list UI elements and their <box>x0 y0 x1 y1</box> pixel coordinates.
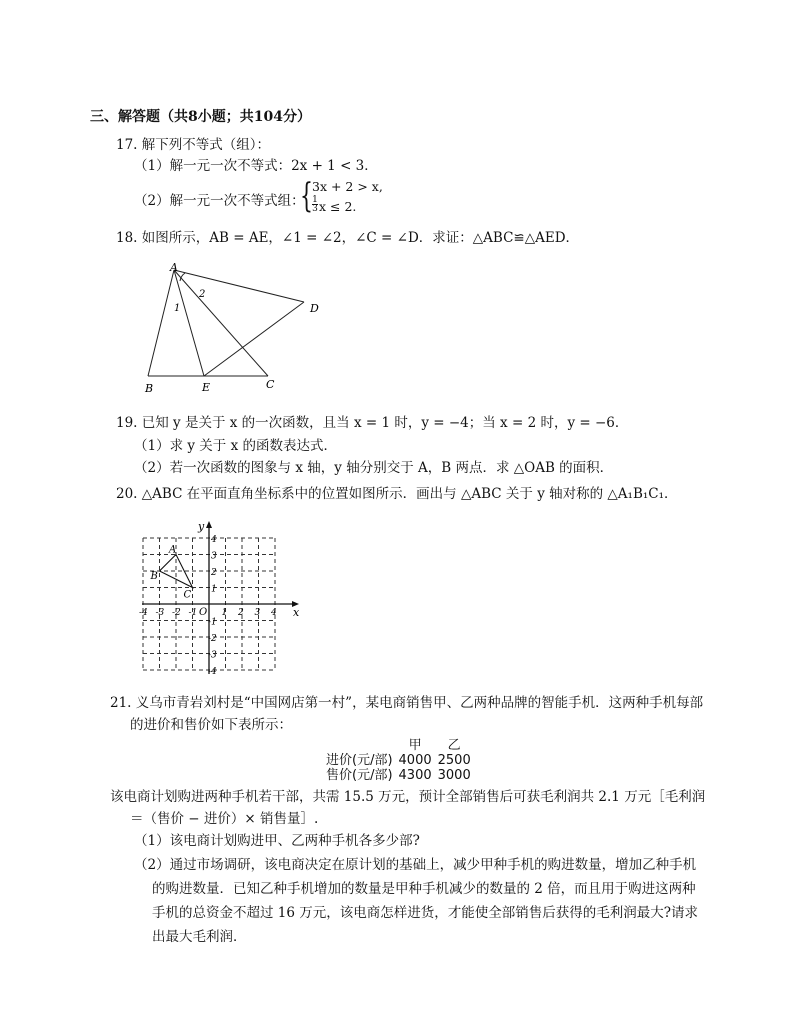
x-tick-label: -3 <box>155 608 165 618</box>
q20-stem: 20. △ABC 在平面直角坐标系中的位置如图所示．画出与 △ABC 关于 y 轴对称的 △A₁B₁C₁． <box>116 486 678 502</box>
q21-stem-line1: 21. 义乌市青岩刘村是“中国网店第一村”，某电商销售甲、乙两种品牌的智能手机．这两种手机每部 <box>110 695 704 711</box>
q21-part2-line4: 出最大毛利润． <box>152 929 247 945</box>
y-tick-label: 2 <box>211 568 217 578</box>
q20-label-B: B <box>150 571 158 582</box>
q17-stem: 17. 解下列不等式（组）： <box>116 137 271 153</box>
q20-y-label: y <box>198 520 205 533</box>
y-tick-label: -4 <box>208 667 217 677</box>
q17-fraction <box>312 196 318 213</box>
table-cell: 4000 <box>398 753 432 768</box>
q21-text-line2: ＝（售价 − 进价）× 销售量］. <box>130 811 319 827</box>
y-tick-label: 4 <box>211 535 217 545</box>
q17-fraction-num: 1 <box>312 195 318 205</box>
x-tick-label: 4 <box>271 608 277 618</box>
x-tick-label: -4 <box>139 608 148 618</box>
section-title: 三、解答题（共8小题；共104分） <box>90 109 311 125</box>
y-tick-label: 3 <box>211 551 217 562</box>
y-tick-label: -3 <box>208 650 217 661</box>
y-tick-label: 1 <box>211 584 217 595</box>
q17-system-line1: 3x + 2 > x, <box>312 179 383 194</box>
x-tick-label: 3 <box>254 608 261 618</box>
q18-label-A: A <box>170 261 178 274</box>
q20-label-A: A <box>169 544 177 556</box>
q20-coordinate-grid <box>140 518 305 678</box>
q17-part2-label: （2）解一元一次不等式组： <box>134 193 305 209</box>
q21-part2-line2: 的购进数量．已知乙种手机增加的数量是甲种手机减少的数量的 2 倍，而且用于购进这两种 <box>152 881 696 897</box>
q18-label-E: E <box>202 381 211 394</box>
q21-stem-line2: 的进价和售价如下表所示： <box>130 717 292 733</box>
table-row <box>326 768 477 783</box>
q18-line-AE <box>174 270 204 376</box>
y-tick-label: -2 <box>208 634 217 644</box>
table-header-cell: 甲 <box>408 738 422 753</box>
q19-stem: 19. 已知 y 是关于 x 的一次函数，且当 x = 1 时，y = −4；当 x = 2 时，y = −6． <box>116 415 629 431</box>
table-row <box>326 753 477 768</box>
q21-part2-line1: （2）通过市场调研，该电商决定在原计划的基础上，减少甲种手机的购进数量，增加乙种手机 <box>134 857 697 873</box>
table-header-cell <box>326 738 399 753</box>
q20-x-label: x <box>293 606 300 619</box>
x-tick-label: 2 <box>238 608 244 618</box>
q21-price-table <box>326 738 477 783</box>
q18-label-B: B <box>145 382 154 395</box>
q18-label-D: D <box>310 302 319 315</box>
q19-part1: （1）求 y 关于 x 的函数表达式． <box>134 438 337 454</box>
table-cell: 4300 <box>398 768 432 783</box>
q21-text-line1: 该电商计划购进两种手机若干部，共需 15.5 万元，预计全部销售后可获毛利润共 2.1 万元［毛利润 <box>110 789 706 805</box>
q17-system-brace: { <box>300 176 313 216</box>
q18-triangle-figure <box>140 258 330 398</box>
q21-part1: （1）该电商计划购进甲、乙两种手机各多少部? <box>134 833 420 849</box>
table-header-row <box>326 738 477 753</box>
table-cell: 进价(元/部) <box>326 753 393 768</box>
q21-part2-line3: 手机的总资金不超过 16 万元，该电商怎样进货，才能使全部销售后获得的毛利润最大?请求 <box>152 905 698 921</box>
table-cell: 2500 <box>437 753 471 768</box>
x-tick-label: -2 <box>172 608 181 618</box>
q19-part2: （2）若一次函数的图象与 x 轴，y 轴分别交于 A，B 两点．求 △OAB 的面积． <box>134 460 614 476</box>
q20-y-arrow-icon <box>206 521 212 528</box>
q20-label-C: C <box>183 589 192 601</box>
x-tick-label: -1 <box>188 608 198 618</box>
y-tick-label: -1 <box>208 617 217 628</box>
x-tick-label: 1 <box>221 608 228 618</box>
q17-fraction-den: 3 <box>312 204 318 214</box>
table-header-cell: 乙 <box>447 738 461 753</box>
q18-line-AC <box>174 270 268 376</box>
q18-label-angle1: 1 <box>174 303 181 314</box>
q18-line-AD <box>174 270 304 302</box>
table-cell: 3000 <box>437 768 471 783</box>
q18-line-AB <box>148 270 174 376</box>
q17-system-line2: x ≤ 2. <box>319 199 357 214</box>
q20-origin-label: O <box>199 607 208 618</box>
q18-line-DE <box>204 302 304 376</box>
q18-stem: 18. 如图所示，AB = AE，∠1 = ∠2，∠C = ∠D．求证：△ABC≌△AED． <box>116 230 580 246</box>
q18-label-C: C <box>266 378 275 391</box>
q18-label-angle2: 2 <box>199 289 206 300</box>
table-cell: 售价(元/部) <box>326 768 393 783</box>
q17-part1: （1）解一元一次不等式：2x + 1 < 3． <box>134 158 378 174</box>
